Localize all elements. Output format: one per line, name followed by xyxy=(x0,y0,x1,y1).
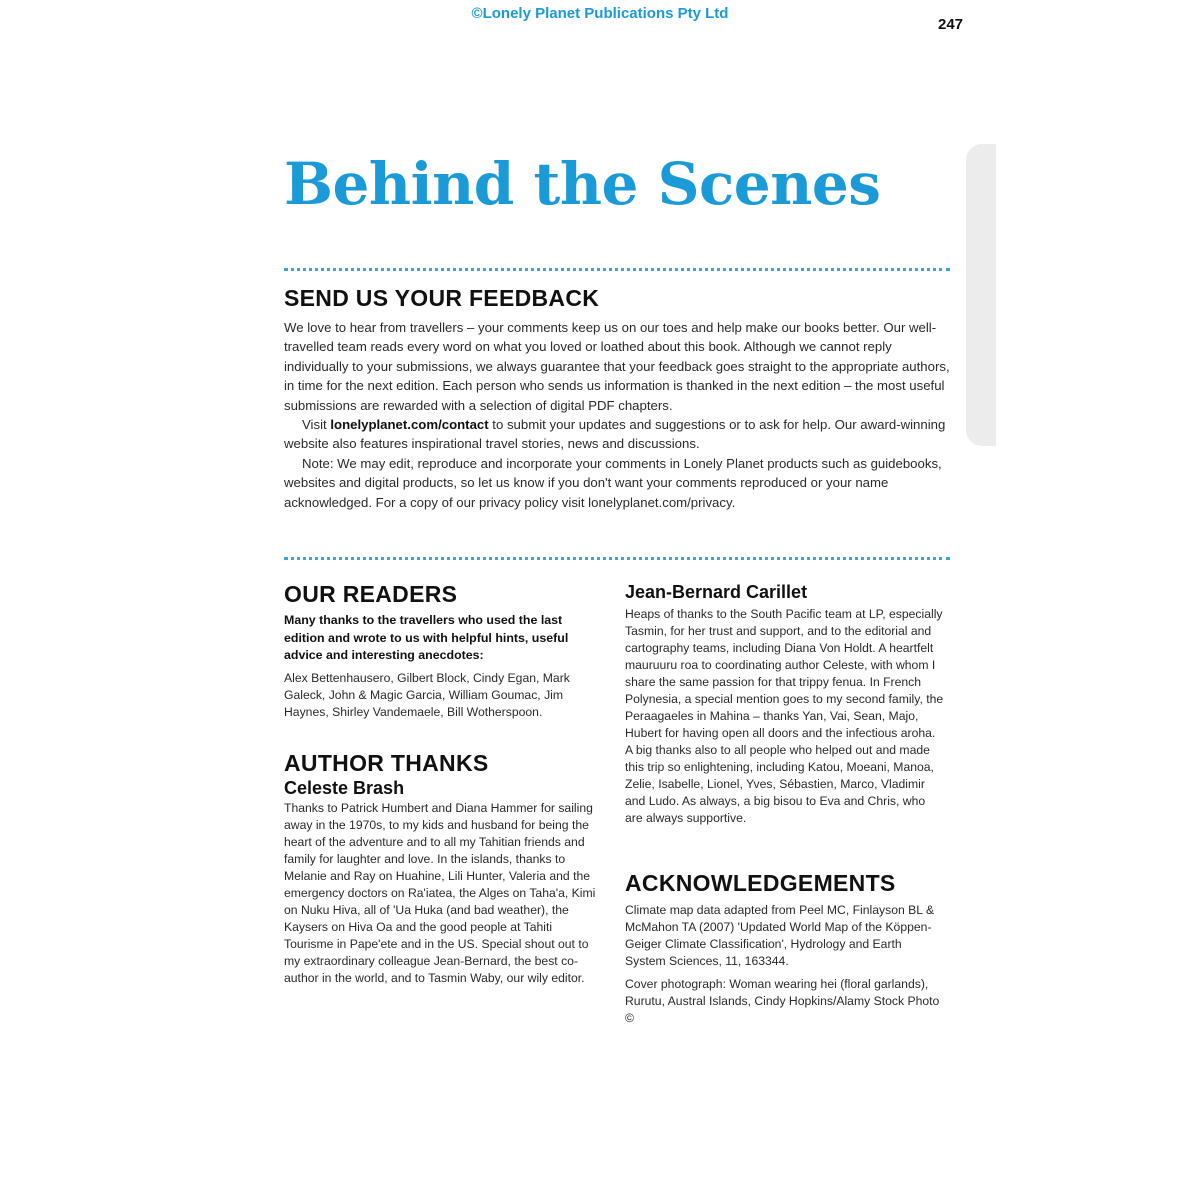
chapter-side-tab xyxy=(966,144,996,446)
acknowledgements-section xyxy=(625,902,945,1027)
dotted-divider-top xyxy=(284,268,950,271)
readers-intro: Many thanks to the travellers who used the last edition and wrote to us with helpful hints, useful advice and interesting anecdotes: xyxy=(284,613,569,662)
readers-names: Alex Bettenhausero, Gilbert Block, Cindy Egan, Mark Galeck, John & Magic Garcia, William Goumac, Jim Haynes, Shirley Vandemaele, Bill Wotherspoon. xyxy=(284,671,570,719)
page-title: Behind the Scenes xyxy=(284,150,881,218)
feedback-visit-suffix: to submit your updates and suggestions or to ask for help. Our award-winning website also features inspirational travel stories, news and discussions. xyxy=(284,417,946,452)
readers-heading: OUR READERS xyxy=(284,581,458,607)
acknowledgements-cover: Cover photograph: Woman wearing hei (floral garlands), Rurutu, Austral Islands, Cindy Hopkins/Alamy Stock Photo © xyxy=(625,977,940,1025)
acknowledgements-climate: Climate map data adapted from Peel MC, Finlayson BL & McMahon TA (2007) 'Updated World Map of the Köppen-Geiger Climate Classification', Hydrology and Earth System Sciences, 11, 163344. xyxy=(625,903,935,968)
feedback-paragraph-2 xyxy=(284,415,950,454)
dotted-divider-bottom xyxy=(284,557,950,560)
publisher-credit: ©Lonely Planet Publications Pty Ltd xyxy=(471,5,729,22)
author-thanks-heading: AUTHOR THANKS xyxy=(284,750,489,776)
feedback-section xyxy=(284,318,950,512)
author-name-celeste: Celeste Brash xyxy=(284,778,405,798)
feedback-heading: SEND US YOUR FEEDBACK xyxy=(284,285,600,311)
author-text-jean-bernard: Heaps of thanks to the South Pacific team at LP, especially Tasmin, for her trust and support, and to the editorial and cartography teams, including Diana Von Holdt. A heartfelt mauruuru roa to coordinating author Celeste, with whom I share the same passion for that trippy fenua. In French Polynesia, a special mention goes to my second family, the Peraagaeles in Mahina – thanks Yan, Vai, Sean, Majo, Hubert for having open all doors and the infectious aroha. A big thanks also to all people who helped out and made this trip so enlightening, including Katou, Moeani, Manoa, Zelie, Isabelle, Lionel, Yves, Sébastien, Marco, Vladimir and Ludo. As always, a big bisou to Eva and Chris, who are always supportive. xyxy=(625,607,944,825)
contact-link[interactable]: lonelyplanet.com/contact xyxy=(330,417,489,433)
feedback-paragraph-1: We love to hear from travellers – your comments keep us on our toes and help make our books better. Our well-travelled team reads every word on what you loved or loathed about this book. Although we cannot reply individually to your submissions, we always guarantee that your feedback goes straight to the appropriate authors, in time for the next edition. Each person who sends us information is thanked in the next edition – the most useful submissions are rewarded with a selection of digital PDF chapters. xyxy=(284,320,950,413)
feedback-paragraph-3: Note: We may edit, reproduce and incorporate your comments in Lonely Planet products such as guidebooks, websites and digital products, so let us know if you don't want your comments reproduced or your name acknowledged. For a copy of our privacy policy visit lonelyplanet.com/privacy. xyxy=(284,455,942,510)
acknowledgements-heading: ACKNOWLEDGEMENTS xyxy=(625,870,896,896)
author-name-jean-bernard: Jean-Bernard Carillet xyxy=(625,582,808,602)
page-number: 247 xyxy=(938,16,964,33)
author-text-celeste: Thanks to Patrick Humbert and Diana Hammer for sailing away in the 1970s, to my kids and husband for being the heart of the adventure and to all my Tahitian friends and family for laughter and love. In the islands, thanks to Melanie and Ray on Huahine, Lili Hunter, Valeria and the emergency doctors on Ra'iatea, the Alges on Taha'a, Kimi on Nuku Hiva, all of 'Ua Huka (and bad weather), the Kaysers on Hiva Oa and the good people at Tahiti Tourisme in Pape'ete and in the US. Special shout out to my extraordinary colleague Jean-Bernard, the best co-author in the world, and to Tasmin Waby, our wily editor. xyxy=(284,801,596,985)
feedback-visit-prefix: Visit xyxy=(302,417,331,433)
